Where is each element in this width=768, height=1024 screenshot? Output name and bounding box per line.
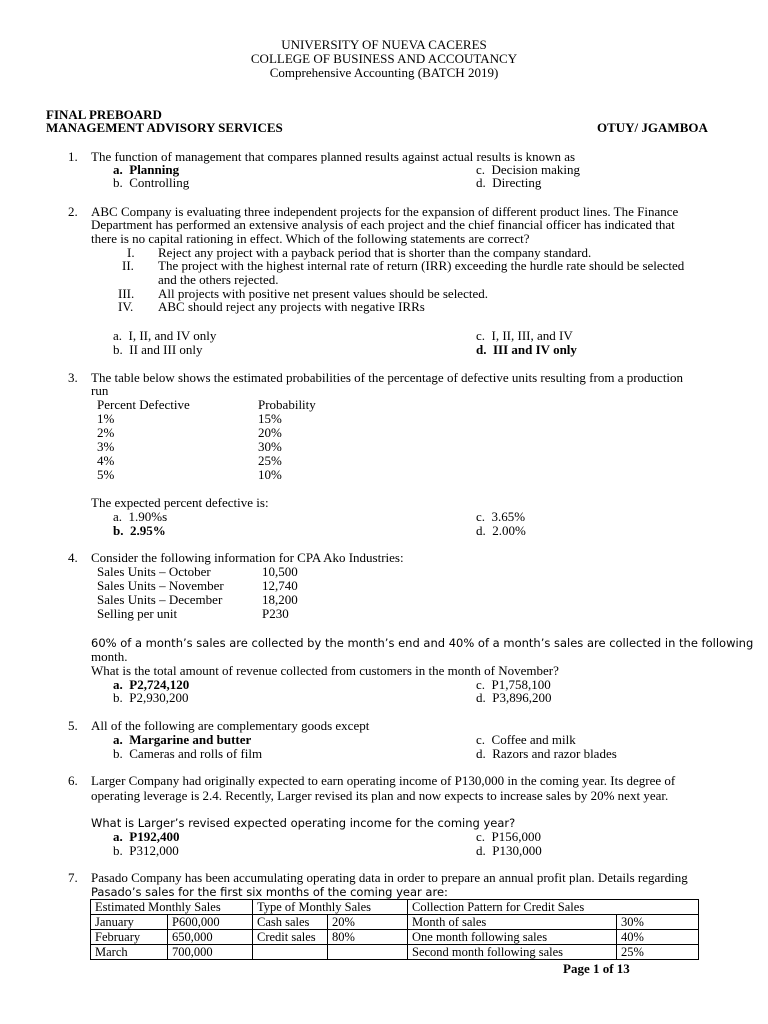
table-cell: 30% — [617, 915, 699, 930]
table-cell: 700,000 — [168, 945, 253, 960]
q6-option-d: d. P130,000 — [476, 843, 542, 858]
q2-item-text: The project with the highest internal rate of return (IRR) exceeding the hurdle rate should be selected — [158, 258, 685, 273]
table-cell: March — [91, 945, 168, 960]
q4-label: Selling per unit — [97, 606, 178, 621]
table-header-row — [91, 900, 699, 915]
exam-title: FINAL PREBOARD — [46, 107, 162, 122]
table-header-cell: Type of Monthly Sales — [253, 900, 408, 915]
q2-item-text: ABC should reject any projects with negative IRRs — [158, 299, 425, 314]
table-cell — [327, 945, 407, 960]
q4-value: 12,740 — [262, 578, 298, 593]
q3-number: 3. — [68, 370, 78, 385]
q4-number: 4. — [68, 550, 78, 565]
q6-option-c: c. P156,000 — [476, 829, 541, 844]
q5-option-c: c. Coffee and milk — [476, 732, 576, 747]
q3-option-b: b. 2.95% — [113, 523, 166, 538]
q2-item-numeral: III. — [118, 286, 135, 301]
q4-value: P230 — [262, 606, 289, 621]
q1-option-b: b. Controlling — [113, 175, 190, 190]
q2-line1: ABC Company is evaluating three independent projects for the expansion of different product lines. The Finance — [91, 204, 679, 219]
q6-option-b: b. P312,000 — [113, 843, 179, 858]
page-number: Page 1 of 13 — [563, 961, 630, 976]
table-header-cell: Collection Pattern for Credit Sales — [408, 900, 699, 915]
q7-sales-table — [90, 899, 699, 960]
q4-option-d: d. P3,896,200 — [476, 690, 552, 705]
university-name: UNIVERSITY OF NUEVA CACERES — [281, 37, 487, 52]
q2-item-text: and the others rejected. — [158, 272, 279, 287]
q3-percent: 4% — [97, 453, 115, 468]
table-cell: 40% — [617, 930, 699, 945]
q2-option-a: a. I, II, and IV only — [113, 328, 217, 343]
q4-option-c: c. P1,758,100 — [476, 677, 551, 692]
q2-item-numeral: II. — [122, 258, 134, 273]
table-cell: Cash sales — [253, 915, 328, 930]
q7-line1: Pasado Company has been accumulating operating data in order to prepare an annual profit plan. Details regarding — [91, 870, 688, 885]
q5-option-d: d. Razors and razor blades — [476, 746, 617, 761]
q2-option-b: b. II and III only — [113, 342, 203, 357]
table-cell: 80% — [327, 930, 407, 945]
college-name: COLLEGE OF BUSINESS AND ACCOUTANCY — [250, 51, 518, 66]
q3-option-d: d. 2.00% — [476, 523, 526, 538]
table-cell: 650,000 — [168, 930, 253, 945]
q3-percent: 2% — [97, 425, 115, 440]
q2-number: 2. — [68, 204, 78, 219]
q2-line3: there is no capital rationing in effect. Which of the following statements are correct? — [91, 231, 530, 246]
q4-label: Sales Units – December — [97, 592, 223, 607]
q4-note-line1: 60% of a month’s sales are collected by the month’s end and 40% of a month’s sales are collected in the following — [91, 636, 754, 650]
q3-percent: 3% — [97, 439, 115, 454]
table-row — [91, 930, 699, 945]
q6-number: 6. — [68, 773, 78, 788]
q3-option-a: a. 1.90%s — [113, 509, 168, 524]
table-cell: One month following sales — [408, 930, 617, 945]
q3-col-probability: Probability — [258, 397, 316, 412]
q1-number: 1. — [68, 149, 78, 164]
q1-option-d: d. Directing — [476, 175, 542, 190]
q6-option-a: a. P192,400 — [113, 829, 180, 844]
q6-line1: Larger Company had originally expected to earn operating income of P130,000 in the coming year. Its degree of — [91, 773, 676, 788]
q2-item-numeral: IV. — [118, 299, 134, 314]
q2-option-c: c. I, II, III, and IV — [476, 328, 573, 343]
table-row — [91, 915, 699, 930]
q3-probability: 15% — [258, 411, 282, 426]
authors: OTUY/ JGAMBOA — [597, 120, 708, 135]
table-row — [91, 945, 699, 960]
q4-note-line2: month. — [91, 649, 128, 664]
q4-option-b: b. P2,930,200 — [113, 690, 189, 705]
q1-option-c: c. Decision making — [476, 162, 580, 177]
q3-question: The expected percent defective is: — [91, 495, 269, 510]
table-cell: 20% — [327, 915, 407, 930]
q4-value: 10,500 — [262, 564, 298, 579]
q6-question: What is Larger’s revised expected operating income for the coming year? — [91, 816, 516, 830]
q3-probability: 20% — [258, 425, 282, 440]
q5-number: 5. — [68, 718, 78, 733]
q2-line2: Department has performed an extensive analysis of each project and the chief financial officer has indicated that — [91, 217, 675, 232]
q3-percent: 5% — [97, 467, 115, 482]
q4-label: Sales Units – November — [97, 578, 224, 593]
subject-title: MANAGEMENT ADVISORY SERVICES — [46, 120, 283, 135]
q3-col-percent: Percent Defective — [97, 397, 190, 412]
q3-probability: 25% — [258, 453, 282, 468]
q2-option-d: d. III and IV only — [476, 342, 577, 357]
q1-option-a: a. Planning — [113, 162, 180, 177]
table-cell: P600,000 — [168, 915, 253, 930]
table-cell: February — [91, 930, 168, 945]
q2-item-text: Reject any project with a payback period that is shorter than the company standard. — [158, 245, 592, 260]
q6-line2: operating leverage is 2.4. Recently, Larger revised its plan and now expects to increase sales by 20% next year. — [91, 788, 669, 803]
table-cell: Month of sales — [408, 915, 617, 930]
q4-label: Sales Units – October — [97, 564, 211, 579]
table-cell — [253, 945, 328, 960]
table-cell: Credit sales — [253, 930, 328, 945]
q3-probability: 10% — [258, 467, 282, 482]
q3-percent: 1% — [97, 411, 115, 426]
table-cell: 25% — [617, 945, 699, 960]
table-header-cell: Estimated Monthly Sales — [91, 900, 253, 915]
course-name: Comprehensive Accounting (BATCH 2019) — [269, 65, 499, 80]
q2-item-text: All projects with positive net present values should be selected. — [158, 286, 488, 301]
q4-option-a: a. P2,724,120 — [113, 677, 190, 692]
q7-line2: Pasado’s sales for the first six months of the coming year are: — [91, 885, 448, 899]
q5-option-a: a. Margarine and butter — [113, 732, 252, 747]
q1-stem: The function of management that compares planned results against actual results is known as — [91, 149, 576, 164]
q5-stem: All of the following are complementary goods except — [91, 718, 370, 733]
q3-option-c: c. 3.65% — [476, 509, 526, 524]
q4-stem: Consider the following information for CPA Ako Industries: — [91, 550, 404, 565]
table-cell: Second month following sales — [408, 945, 617, 960]
q4-value: 18,200 — [262, 592, 298, 607]
q2-item-numeral: I. — [127, 245, 135, 260]
q3-probability: 30% — [258, 439, 282, 454]
q3-line2: run — [91, 383, 109, 398]
q7-number: 7. — [68, 870, 78, 885]
q4-question: What is the total amount of revenue collected from customers in the month of November? — [91, 663, 559, 678]
q5-option-b: b. Cameras and rolls of film — [113, 746, 263, 761]
q3-line1: The table below shows the estimated probabilities of the percentage of defective units resulting from a production — [91, 370, 684, 385]
table-cell: January — [91, 915, 168, 930]
